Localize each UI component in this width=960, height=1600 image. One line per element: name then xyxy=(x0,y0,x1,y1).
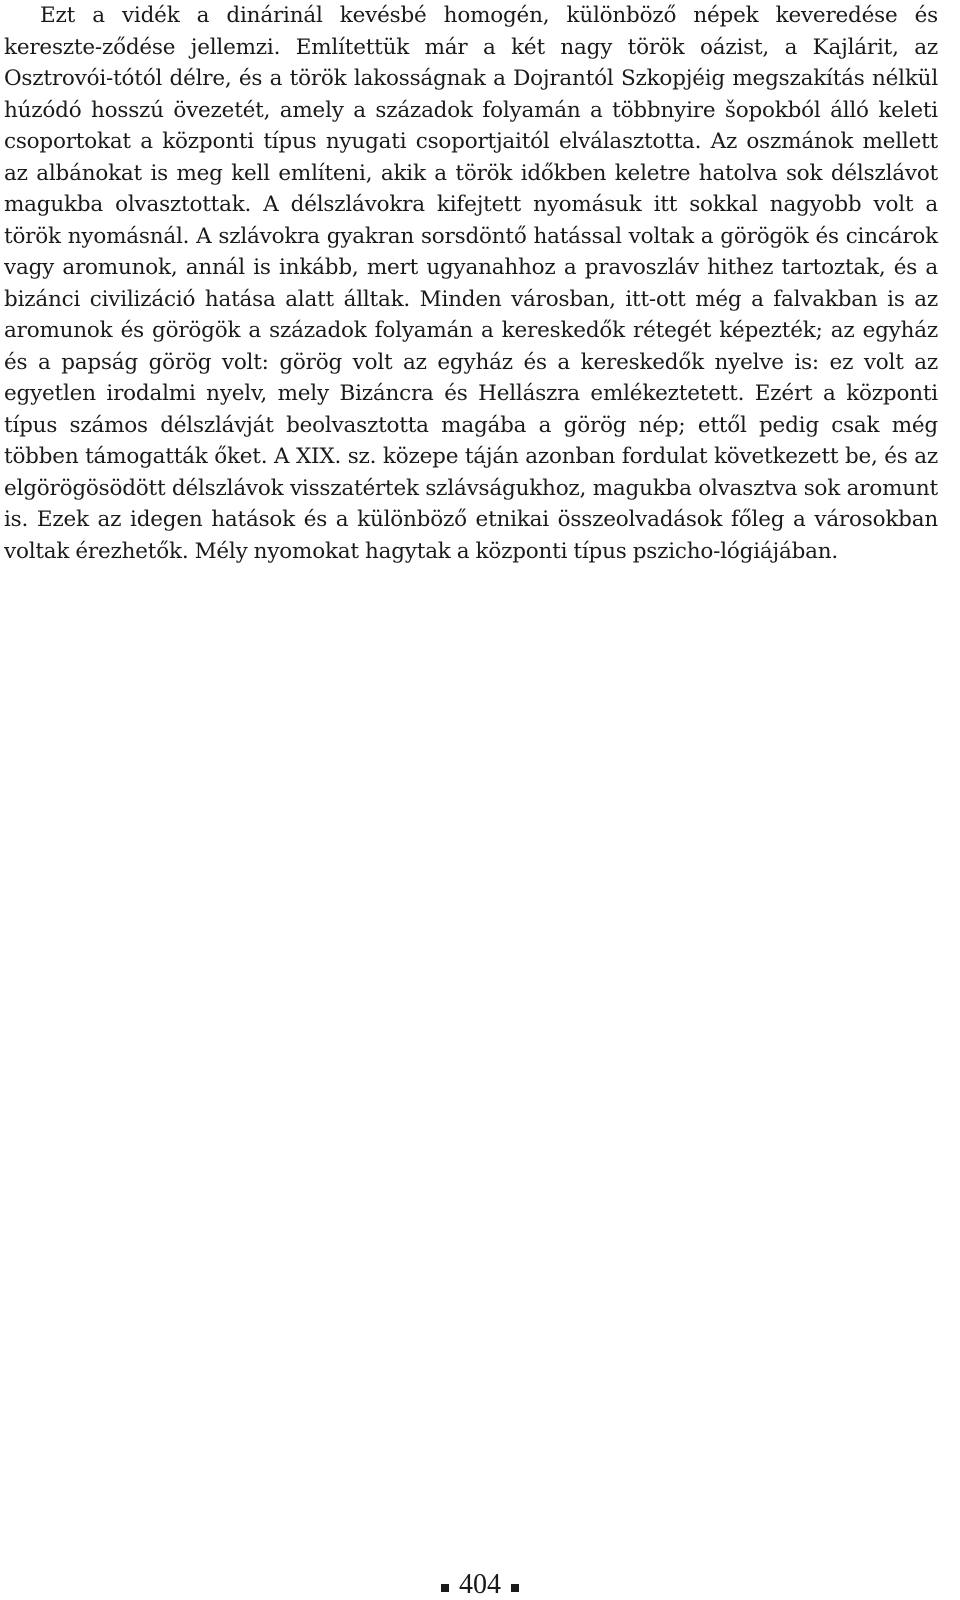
square-bullet-icon xyxy=(441,1584,449,1592)
page-number: 404 xyxy=(459,1569,501,1600)
square-bullet-icon xyxy=(511,1584,519,1592)
body-paragraph: Ezt a vidék a dinárinál kevésbé homogén, különböző népek keveredése és kereszte-ződése jellemzi. Említettük már a két nagy török oázist, a Kajlárit, az Osztrovói-tótól délre, és a török lakosságnak a Dojrantól Szkopjéig megszakítás nélkül húzódó hosszú övezetét, amely a századok folyamán a többnyire šopokból álló keleti csoportokat a központi típus nyugati csoportjaitól elválasztotta. Az oszmánok mellett az albánokat is meg kell említeni, akik a török időkben keletre hatolva sok délszlávot magukba olvasztottak. A délszlávokra kifejtett nyomásuk itt sokkal nagyobb volt a török nyomásnál. A szlávokra gyakran sorsdöntő hatással voltak a görögök és cincárok vagy aromunok, annál is inkább, mert ugyanahhoz a pravoszláv hithez tartoztak, és a bizánci civilizáció hatása alatt álltak. Minden városban, itt-ott még a falvakban is az aromunok és görögök a századok folyamán a kereskedők rétegét képezték; az egyház és a papság görög volt: görög volt az egyház és a kereskedők nyelve is: ez volt az egyetlen irodalmi nyelv, mely Bizáncra és Hellászra emlékeztetett. Ezért a központi típus számos délszlávját beolvasztotta magába a görög nép; ettől pedig csak még többen támogatták őket. A XIX. sz. közepe táján azonban fordulat következett be, és az elgörögösödött délszlávok visszatértek szlávságukhoz, magukba olvasztva sok aromunt is. Ezek az idegen hatások és a különböző etnikai összeolvadások főleg a városokban voltak érezhetők. Mély nyomokat hagytak a központi típus pszicho-lógiájában. xyxy=(4,3,938,564)
page-footer xyxy=(0,1570,960,1600)
